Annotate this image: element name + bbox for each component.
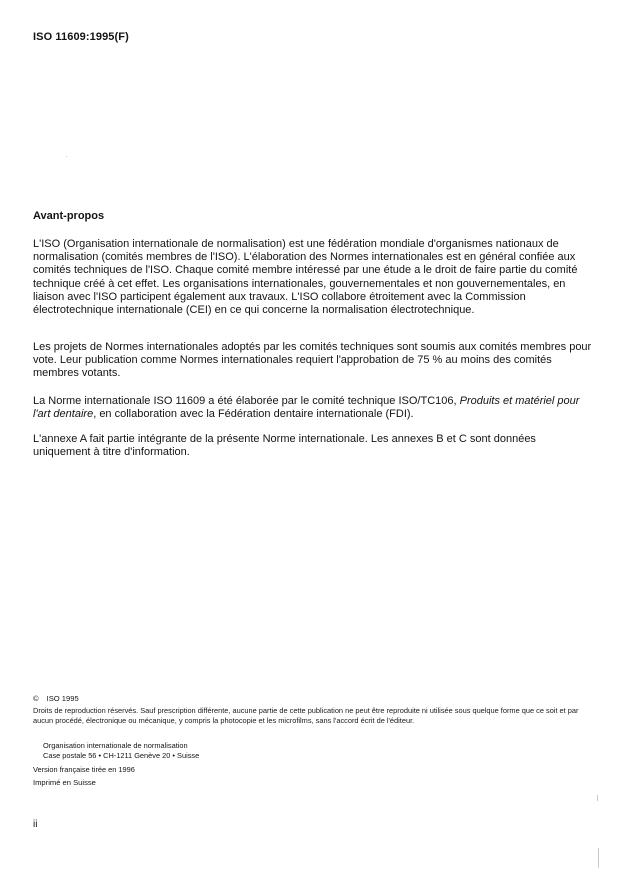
paragraph-3-text-start: La Norme internationale ISO 11609 a été élaborée par le comité technique ISO/TC106,: [33, 395, 460, 407]
printed-in-note: Imprimé en Suisse: [33, 778, 96, 787]
document-header: ISO 11609:1995(F): [33, 31, 129, 43]
address-organisation: Organisation internationale de normalisation: [43, 741, 188, 750]
address-postal: Case postale 56 • CH-1211 Genève 20 • Suisse: [43, 751, 200, 760]
foreword-paragraph-4: L'annexe A fait partie intégrante de la présente Norme internationale. Les annexes B et C sont données uniquement à titre d'information.: [33, 433, 536, 459]
edition-note: Version française tirée en 1996: [33, 765, 135, 774]
foreword-paragraph-3: [33, 395, 593, 421]
copyright-text: ISO 1995: [46, 694, 79, 703]
foreword-paragraph-2: Les projets de Normes internationales adoptés par les comités techniques sont soumis aux comités membres pour vote. Leur publication comme Normes internationales requiert l'approbation de 75 % au moins des comités membres votants.: [33, 341, 592, 380]
scan-speck: [598, 848, 599, 868]
copyright-line: [33, 694, 79, 703]
committee-title-italic: Produits et matériel pour l'art dentaire: [33, 395, 580, 421]
foreword-paragraph-1: L'ISO (Organisation internationale de normalisation) est une fédération mondiale d'organismes nationaux de normalisation (comités membres de l'ISO). L'élaboration des Normes internationales est en général confiée aux comités techniques de l'ISO. Chaque comité membre intéressé par une étude a le droit de faire partie du comité technique créé à cet effet. Les organisations internationales, gouvernementales et non gouvernementales, en liaison avec l'ISO participent également aux travaux. L'ISO collabore étroitement avec la Commission électrotechnique internationale (CEI) en ce qui concerne la normalisation électrotechnique.: [33, 238, 578, 317]
copyright-icon: ©: [33, 694, 39, 703]
rights-notice: Droits de reproduction réservés. Sauf prescription différente, aucune partie de cette publication ne peut être reproduite ni utilisée sous quelque forme que ce soit et par aucun procédé, électronique ou mécanique, y compris la photocopie et les microfilms, sans l'accord écrit de l'éditeur.: [33, 706, 579, 725]
publisher-address: [43, 741, 199, 761]
paragraph-3-text-end: , en collaboration avec la Fédération dentaire internationale (FDI).: [93, 408, 414, 421]
foreword-title: Avant-propos: [33, 210, 105, 222]
page-number: ii: [33, 819, 38, 830]
scan-speck: [66, 156, 67, 157]
scan-speck: [597, 795, 598, 801]
